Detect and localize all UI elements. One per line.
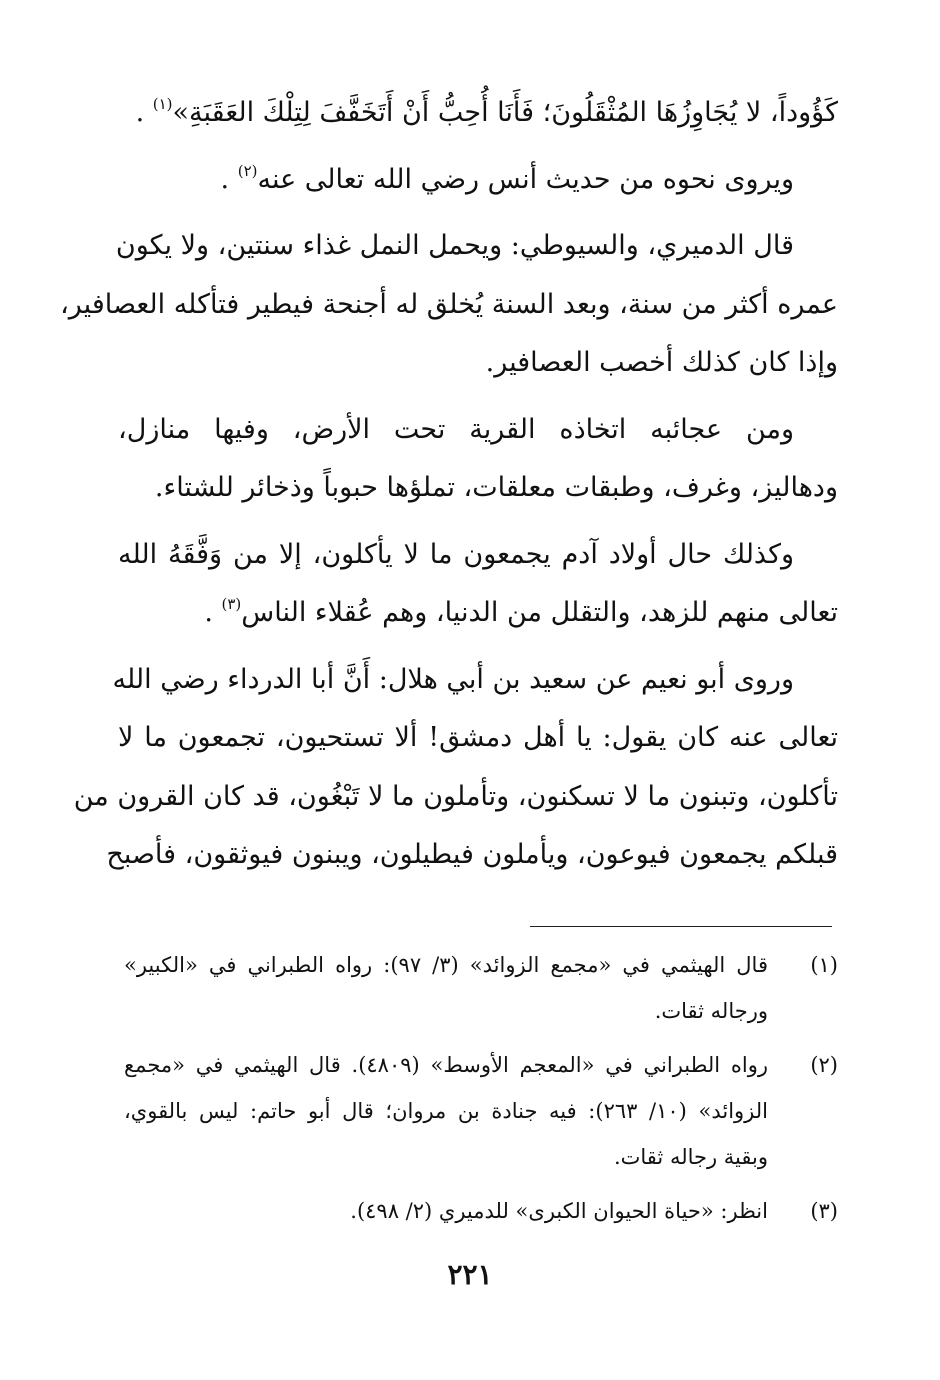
text-line: تأكلون، وتبنون ما لا تسكنون، وتأملون ما لا تَبْغُون، قد كان القرون من [73, 780, 838, 812]
footnote-1 [124, 942, 838, 1034]
text-line: ويروى نحوه من حديث أنس رضي الله تعالى عنه$^{(٢)}$ . [220, 161, 794, 195]
footnote-line: ورجاله ثقات. [654, 999, 768, 1023]
footnote-2 [124, 1042, 838, 1180]
footnote-number: (١) [810, 953, 838, 977]
text-line: قبلكم يجمعون فيوعون، ويأملون فيطيلون، ويبنون فيوثقون، فأصبح [106, 839, 838, 870]
text-line: ومن عجائبه اتخاذه القرية تحت الأرض، وفيها منازل، [118, 413, 794, 445]
paragraph-6 [73, 651, 838, 885]
footnote-line: قال الهيثمي في «مجمع الزوائد» (٣/ ٩٧): رواه الطبراني في «الكبير» [124, 953, 768, 977]
paragraph-4 [118, 401, 838, 518]
text-line: وإذا كان كذلك أخصب العصافير. [485, 347, 838, 378]
text-line: كَؤُوداً، لا يُجَاوِزُهَا المُثْقَلُونَ؛ فَأَنَا أُحِبُّ أَنْ أَتَخَفَّفَ لِتِلْكَ العَقَبَةِ»$^{(١)}$ . [135, 95, 838, 128]
footnote-line: وبقية رجاله ثقات. [613, 1145, 768, 1169]
text-line: تعالى عنه كان يقول: يا أهل دمشق! ألا تستحيون، تجمعون ما لا [118, 722, 838, 753]
text-line: ودهاليز، وغرف، وطبقات معلقات، تملؤها حبوباً وذخائر للشتاء. [154, 472, 838, 503]
paragraph-1 [118, 84, 838, 143]
footnote-separator [530, 926, 832, 927]
text-line: وكذلك حال أولاد آدم يجمعون ما لا يأكلون، إلا من وَفَّقَهُ الله [118, 538, 794, 570]
footnote-number: (٢) [810, 1053, 838, 1077]
paragraph-3 [60, 217, 838, 393]
footnote-3 [124, 1188, 838, 1234]
footnote-ref-1: (١) [152, 95, 173, 113]
paragraph-2 [118, 151, 838, 210]
text-line: وروى أبو نعيم عن سعيد بن أبي هلال: أَنَّ أبا الدرداء رضي الله [112, 663, 794, 695]
footnote-number: (٣) [810, 1199, 838, 1223]
footnote-ref-2: (٢) [237, 161, 258, 180]
text-line: تعالى منهم للزهد، والتقلل من الدنيا، وهم عُقلاء الناس$^{(٣)}$ . [204, 595, 838, 628]
footnote-line: الزوائد» (١٠/ ٢٦٣): فيه جنادة بن مروان؛ قال أبو حاتم: ليس بالقوي، [124, 1099, 768, 1123]
footnotes [124, 942, 838, 1242]
text-line: عمره أكثر من سنة، وبعد السنة يُخلق له أجنحة فيطير فتأكله العصافير، [60, 288, 838, 320]
main-text [60, 84, 838, 893]
footnote-line: انظر: «حياة الحيوان الكبرى» للدميري (٢/ ٤٩٨). [350, 1199, 768, 1223]
text-line: قال الدميري، والسيوطي: ويحمل النمل غذاء سنتين، ولا يكون [115, 230, 794, 261]
paragraph-5 [118, 526, 838, 643]
footnote-line: رواه الطبراني في «المعجم الأوسط» (٤٨٠٩). قال الهيثمي في «مجمع [124, 1053, 768, 1077]
page-number: ٢٢١ [447, 1258, 493, 1291]
footnote-ref-3: (٣) [221, 595, 242, 613]
